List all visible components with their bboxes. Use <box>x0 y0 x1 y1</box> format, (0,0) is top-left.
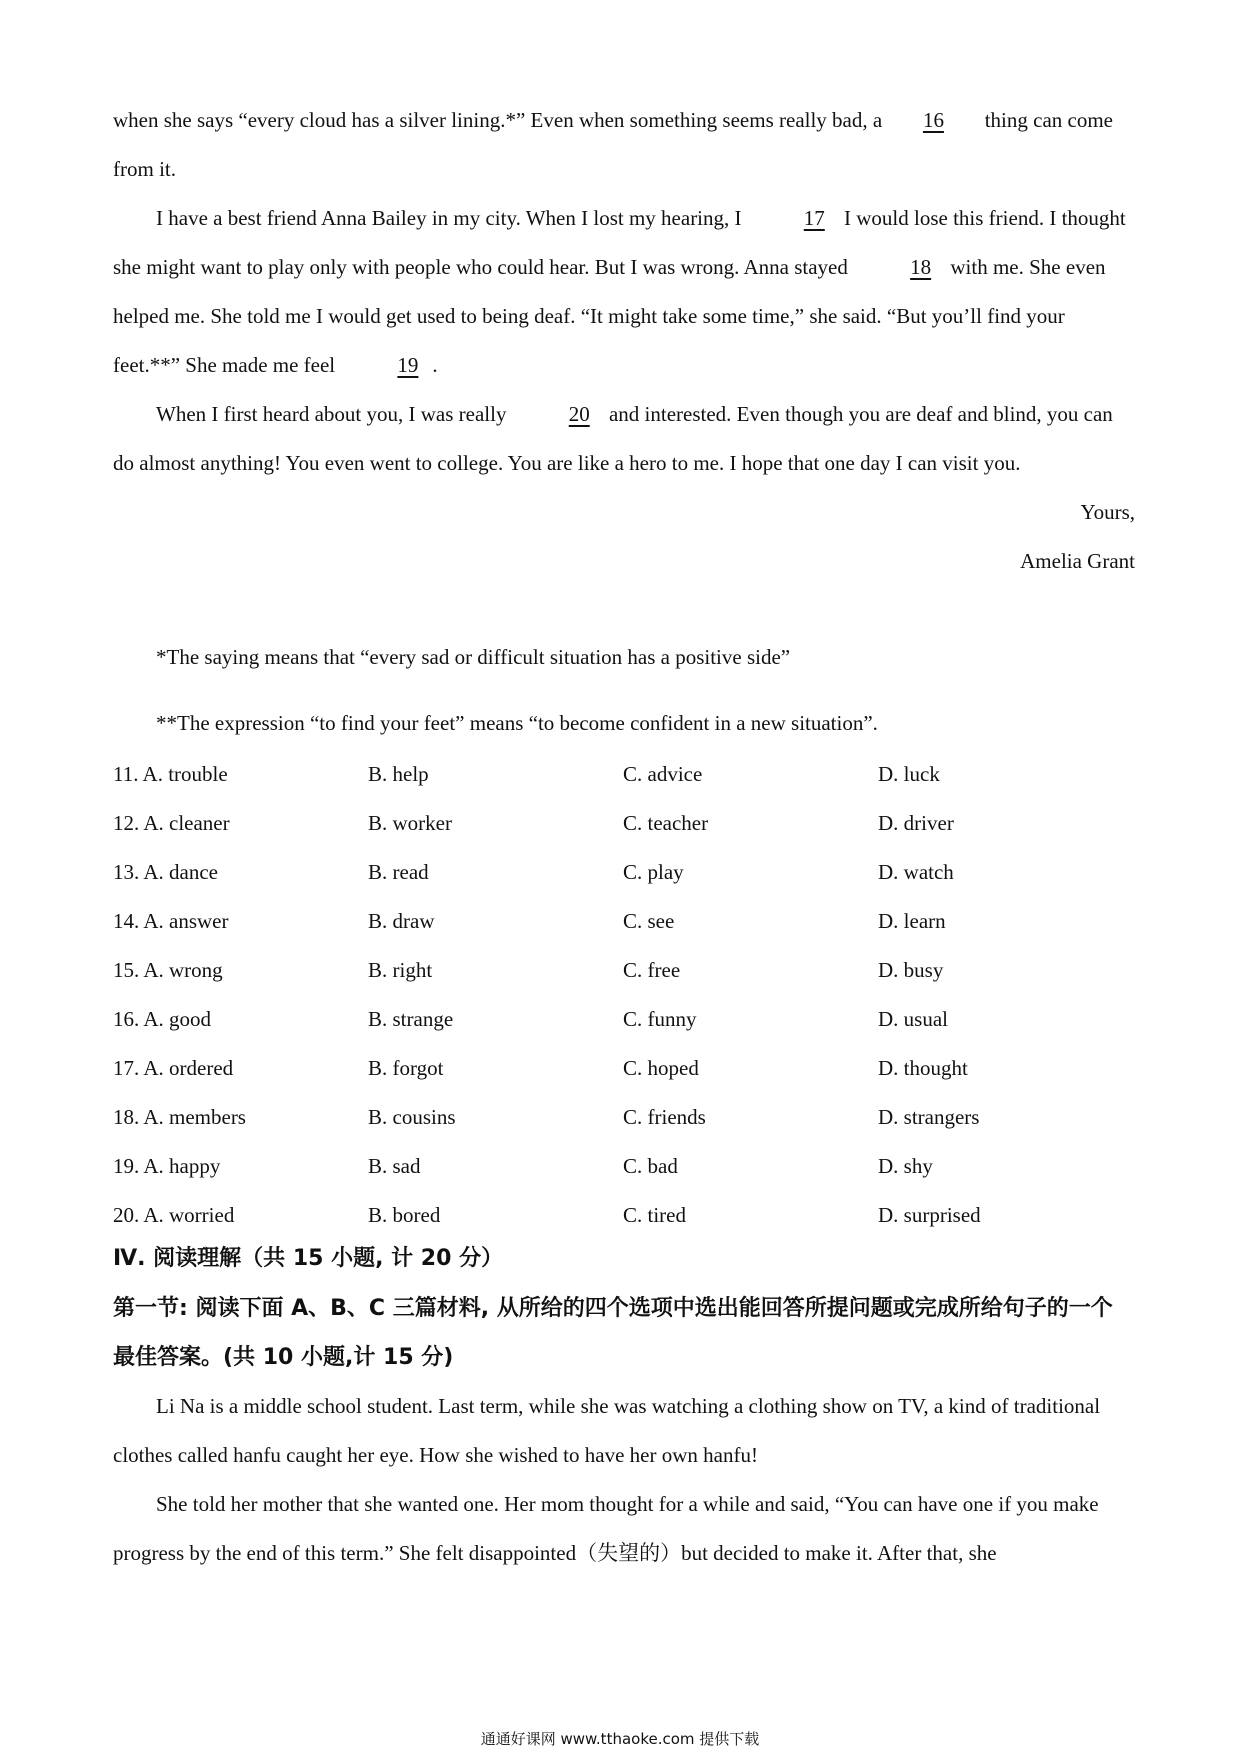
option-row-14: 14. A. answer B. draw C. see D. learn <box>113 909 946 933</box>
blank-17: 17 <box>803 206 825 230</box>
option-row-19: 19. A. happy B. sad C. bad D. shy <box>113 1154 933 1178</box>
blank-18: 18 <box>910 255 932 279</box>
letter-paragraph-3: When I first heard about you, I was really 20 and interested. Even though you are deaf and blind, you can do almost anything! You even went to college. You are like a hero to me. I hope that one day I can visit you. <box>113 390 1135 488</box>
option-row-18: 18. A. members B. cousins C. friends D. strangers <box>113 1105 980 1129</box>
letter-closing: Yours, <box>1080 500 1135 524</box>
reading-paragraph-1: Li Na is a middle school student. Last term, while she was watching a clothing show on TV, a kind of traditional clothes called hanfu caught her eye. How she wished to have her own hanfu! <box>113 1394 1101 1467</box>
footnote-2: **The expression “to find your feet” means “to become confident in a new situation”. <box>156 711 878 735</box>
blank-16: 16 <box>922 108 944 132</box>
page-footer: 通通好课网 www.tthaoke.com 提供下载 <box>480 1730 760 1748</box>
option-row-20: 20. A. worried B. bored C. tired D. surprised <box>113 1203 981 1227</box>
letter-paragraph-2: I have a best friend Anna Bailey in my city. When I lost my hearing, I 17 I would lose this friend. I thought she might want to play only with people who could hear. But I was wrong. Anna stayed 18 with me. She even helped me. She told me I would get used to being deaf. “It might take some time,” she said. “But you’ll find your feet.**” She made me feel 19 . <box>113 194 1135 390</box>
letter-paragraph-1: when she says “every cloud has a silver lining.*” Even when something seems really bad, a 16 thing can come from it. <box>113 96 1135 194</box>
letter-signature: Amelia Grant <box>1020 549 1135 573</box>
option-row-15: 15. A. wrong B. right C. free D. busy <box>113 958 944 982</box>
footnote-1: *The saying means that “every sad or difficult situation has a positive side” <box>156 645 791 669</box>
option-row-13: 13. A. dance B. read C. play D. watch <box>113 860 954 884</box>
option-row-17: 17. A. ordered B. forgot C. hoped D. thought <box>113 1056 968 1080</box>
section-instructions: 第一节: 阅读下面 A、B、C 三篇材料, 从所给的四个选项中选出能回答所提问题或完成所给句子的一个最佳答案。(共 10 小题,计 15 分) <box>113 1296 1113 1370</box>
reading-paragraph-2: She told her mother that she wanted one. Her mom thought for a while and said, “You can have one if you make progress by the end of this term.” She felt disappointed（失望的）but decided to make it. After that, she <box>113 1492 1099 1565</box>
option-row-12: 12. A. cleaner B. worker C. teacher D. driver <box>113 811 954 835</box>
option-row-11: 11. A. trouble B. help C. advice D. luck <box>113 762 940 786</box>
option-row-16: 16. A. good B. strange C. funny D. usual <box>113 1007 948 1031</box>
blank-20: 20 <box>568 402 590 426</box>
section-title: Ⅳ. 阅读理解（共 15 小题, 计 20 分） <box>113 1246 504 1271</box>
letter-body <box>113 96 1135 586</box>
blank-19: 19 <box>397 353 419 377</box>
reading-passage <box>113 1382 1123 1578</box>
answer-options <box>113 750 1123 1240</box>
